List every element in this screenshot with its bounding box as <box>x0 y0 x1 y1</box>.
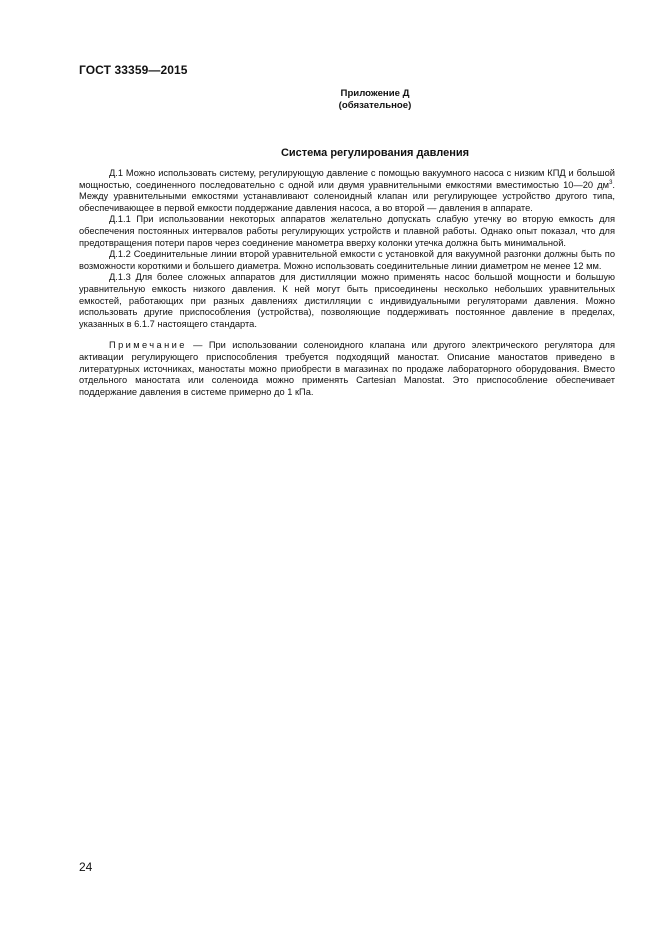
page-number: 24 <box>79 860 93 874</box>
paragraph-d1-text-cont: . Между уравнительными емкостями устанавливают соленоидный клапан или регулирующее устройство другого типа, обеспечивающее в первой емкости поддержание давления насоса, а во второй — давления в аппарате. <box>79 179 615 213</box>
paragraph-d1-1: Д.1.1 При использовании некоторых аппаратов желательно допускать слабую утечку во вторую емкость для обеспечения постоянных интервалов работы регулирующих устройств и плавной работы. Однако опыт показал, что для предотвращения потери паров через соединение манометра вверху колонки утечка должна быть минимальной. <box>79 214 615 248</box>
paragraph-d1-3: Д.1.3 Для более сложных аппаратов для дистилляции можно применять насос большой мощности и большую уравнительную емкость низкого давления. К ней могут быть присоединены несколько небольших уравнительных емкостей, работающих при разных давлениях дистилляции с индивидуальными регуляторами давления. Можно использовать другие приспособления (устройства), позволяющие поддерживать постоянное давление в пределах, указанных в 6.1.7 настоящего стандарта. <box>79 272 615 329</box>
note-label: Примечание <box>109 340 187 351</box>
annex-title: Приложение Д <box>340 88 410 99</box>
body-text <box>79 168 615 398</box>
annex-heading <box>200 88 550 112</box>
paragraph-d1-text: Д.1 Можно использовать систему, регулирующую давление с помощью вакуумного насоса с низким КПД и большой мощностью, соединенного последовательно с одной или двумя уравнительными емкостями вместимостью 10—20 дм <box>79 168 615 190</box>
section-title: Система регулирования давления <box>280 147 470 159</box>
paragraph-d1 <box>79 168 615 214</box>
standard-designation: ГОСТ 33359—2015 <box>79 63 188 77</box>
note-text: — При использовании соленоидного клапана или другого электрического регулятора для активации регулирующего приспособления требуется подходящий маностат. Описание маностатов приведено в литературных источниках, маностаты можно приобрести в магазинах по продаже лабораторного оборудования. Вместо отдельного маностата или соленоида можно применять Cartesian Manostat. Это приспособление обеспечивает поддержание давления в системе примерно до 1 кПа. <box>79 340 615 397</box>
paragraph-d1-2: Д.1.2 Соединительные линии второй уравнительной емкости с установкой для вакуумной разгонки должны быть по возможности короткими и большего диаметра. Можно использовать соединительные линии диаметром не менее 12 мм. <box>79 249 615 271</box>
note-paragraph <box>79 340 615 398</box>
annex-status: (обязательное) <box>338 100 412 111</box>
superscript-cubic: 3 <box>609 179 613 186</box>
